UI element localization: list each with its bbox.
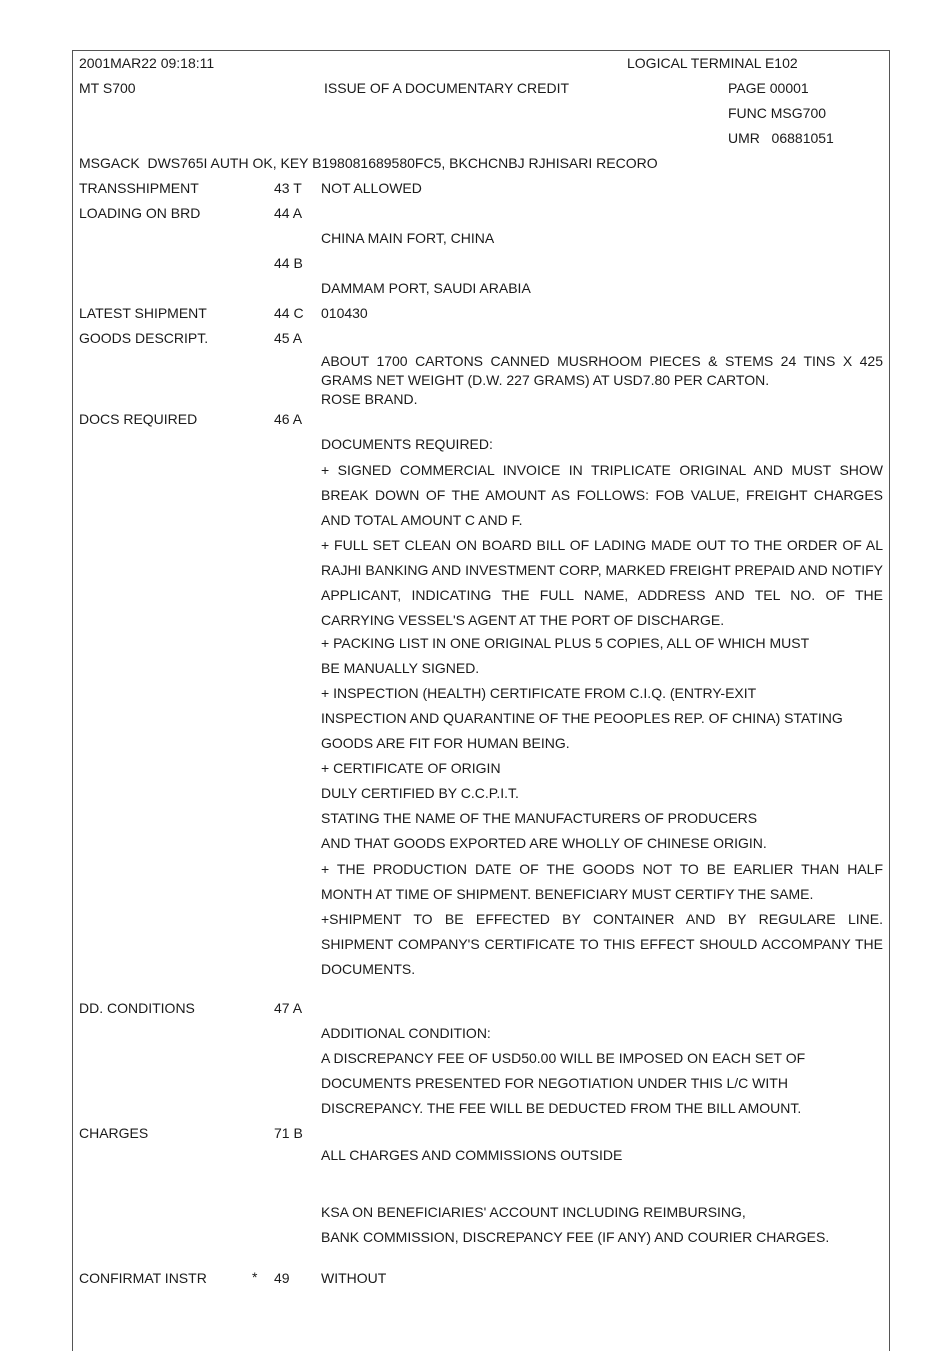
transshipment-label: TRANSSHIPMENT xyxy=(79,180,199,196)
docs-item-production-date: + THE PRODUCTION DATE OF THE GOODS NOT TO BE EARLIER THAN HALF MONTH AT TIME OF SHIPMENT. BENEFICIARY MUST CERTIFY THE SAME. xyxy=(321,861,883,902)
docs-item-invoice: + SIGNED COMMERCIAL INVOICE IN TRIPLICATE ORIGINAL AND MUST SHOW BREAK DOWN OF THE AMOUNT AS FOLLOWS: FOB VALUE, FREIGHT CHARGES AND TOTAL AMOUNT C AND F. xyxy=(321,462,883,528)
latest-shipment-tag: 44 C xyxy=(274,305,304,321)
conditions-heading: ADDITIONAL CONDITION: xyxy=(321,1025,491,1041)
transshipment-tag: 43 T xyxy=(274,180,302,196)
confirm-value: WITHOUT xyxy=(321,1270,387,1286)
confirm-label: CONFIRMAT INSTR xyxy=(79,1270,207,1286)
charges-line-3: BANK COMMISSION, DISCREPANCY FEE (IF ANY) AND COURIER CHARGES. xyxy=(321,1229,830,1245)
goods-tag: 45 A xyxy=(274,330,303,346)
goods-label: GOODS DESCRIPT. xyxy=(79,330,209,346)
conditions-line-1: A DISCREPANCY FEE OF USD50.00 WILL BE IMPOSED ON EACH SET OF xyxy=(321,1050,806,1066)
loading-tag: 44 A xyxy=(274,205,303,221)
goods-line-2: GRAMS NET WEIGHT (D.W. 227 GRAMS) AT USD7.80 PER CARTON. xyxy=(321,372,770,388)
message-type: MT S700 xyxy=(79,80,136,96)
goods-line-1: ABOUT 1700 CARTONS CANNED MUSRHOOM PIECES & STEMS 24 TINS X 425 xyxy=(321,353,883,369)
docs-item-origin-2: DULY CERTIFIED BY C.C.P.I.T. xyxy=(321,785,519,801)
docs-item-origin-1: + CERTIFICATE OF ORIGIN xyxy=(321,760,501,776)
conditions-line-2: DOCUMENTS PRESENTED FOR NEGOTIATION UNDER THIS L/C WITH xyxy=(321,1075,788,1091)
func-code: FUNC MSG700 xyxy=(728,105,827,121)
latest-shipment-value: 010430 xyxy=(321,305,368,321)
docs-item-bill-of-lading: + FULL SET CLEAN ON BOARD BILL OF LADING MADE OUT TO THE ORDER OF AL RAJHI BANKING AND INVESTMENT CORP, MARKED FREIGHT PREPAID AND NOTIFY APPLICANT, INDICATING THE FULL NAME, ADDRESS AND TEL NO. OF THE CARRYING VESSEL'S AGENT AT THE PORT OF DISCHARGE. xyxy=(321,537,883,628)
docs-item-origin-3: STATING THE NAME OF THE MANUFACTURERS OF PRODUCERS xyxy=(321,810,758,826)
docs-label: DOCS REQUIRED xyxy=(79,411,198,427)
charges-line-2: KSA ON BENEFICIARIES' ACCOUNT INCLUDING REIMBURSING, xyxy=(321,1204,746,1220)
datetime: 2001MAR22 09:18:11 xyxy=(79,55,215,71)
docs-item-inspection-1: + INSPECTION (HEALTH) CERTIFICATE FROM C.I.Q. (ENTRY-EXIT xyxy=(321,685,757,701)
umr-code: UMR 06881051 xyxy=(728,130,834,146)
conditions-line-3: DISCREPANCY. THE FEE WILL BE DEDUCTED FROM THE BILL AMOUNT. xyxy=(321,1100,802,1116)
confirm-mandatory-star: * xyxy=(252,1269,258,1285)
confirm-tag: 49 xyxy=(274,1270,290,1286)
docs-item-inspection-3: GOODS ARE FIT FOR HUMAN BEING. xyxy=(321,735,570,751)
discharge-tag: 44 B xyxy=(274,255,303,271)
charges-label: CHARGES xyxy=(79,1125,149,1141)
conditions-label: DD. CONDITIONS xyxy=(79,1000,195,1016)
docs-tag: 46 A xyxy=(274,411,303,427)
latest-shipment-label: LATEST SHIPMENT xyxy=(79,305,207,321)
message-title: ISSUE OF A DOCUMENTARY CREDIT xyxy=(324,80,570,96)
docs-heading: DOCUMENTS REQUIRED: xyxy=(321,436,493,452)
charges-tag: 71 B xyxy=(274,1125,303,1141)
msgack-line: MSGACK DWS765I AUTH OK, KEY B198081689580FC5, BKCHCNBJ RJHISARI RECORO xyxy=(79,155,658,171)
transshipment-value: NOT ALLOWED xyxy=(321,180,422,196)
page-number: PAGE 00001 xyxy=(728,80,809,96)
loading-label: LOADING ON BRD xyxy=(79,205,201,221)
conditions-tag: 47 A xyxy=(274,1000,303,1016)
docs-item-inspection-2: INSPECTION AND QUARANTINE OF THE PEOOPLES REP. OF CHINA) STATING xyxy=(321,710,843,726)
logical-terminal: LOGICAL TERMINAL E102 xyxy=(627,55,798,71)
docs-item-shipment-container: +SHIPMENT TO BE EFFECTED BY CONTAINER AND BY REGULARE LINE. SHIPMENT COMPANY'S CERTIFICATE TO THIS EFFECT SHOULD ACCOMPANY THE DOCUMENTS. xyxy=(321,911,883,977)
docs-item-origin-4: AND THAT GOODS EXPORTED ARE WHOLLY OF CHINESE ORIGIN. xyxy=(321,835,767,851)
charges-line-1: ALL CHARGES AND COMMISSIONS OUTSIDE xyxy=(321,1147,623,1163)
discharge-value: DAMMAM PORT, SAUDI ARABIA xyxy=(321,280,531,296)
goods-line-3: ROSE BRAND. xyxy=(321,391,418,407)
docs-item-packing-list-1: + PACKING LIST IN ONE ORIGINAL PLUS 5 COPIES, ALL OF WHICH MUST xyxy=(321,635,810,651)
docs-item-packing-list-2: BE MANUALLY SIGNED. xyxy=(321,660,480,676)
loading-value: CHINA MAIN FORT, CHINA xyxy=(321,230,495,246)
